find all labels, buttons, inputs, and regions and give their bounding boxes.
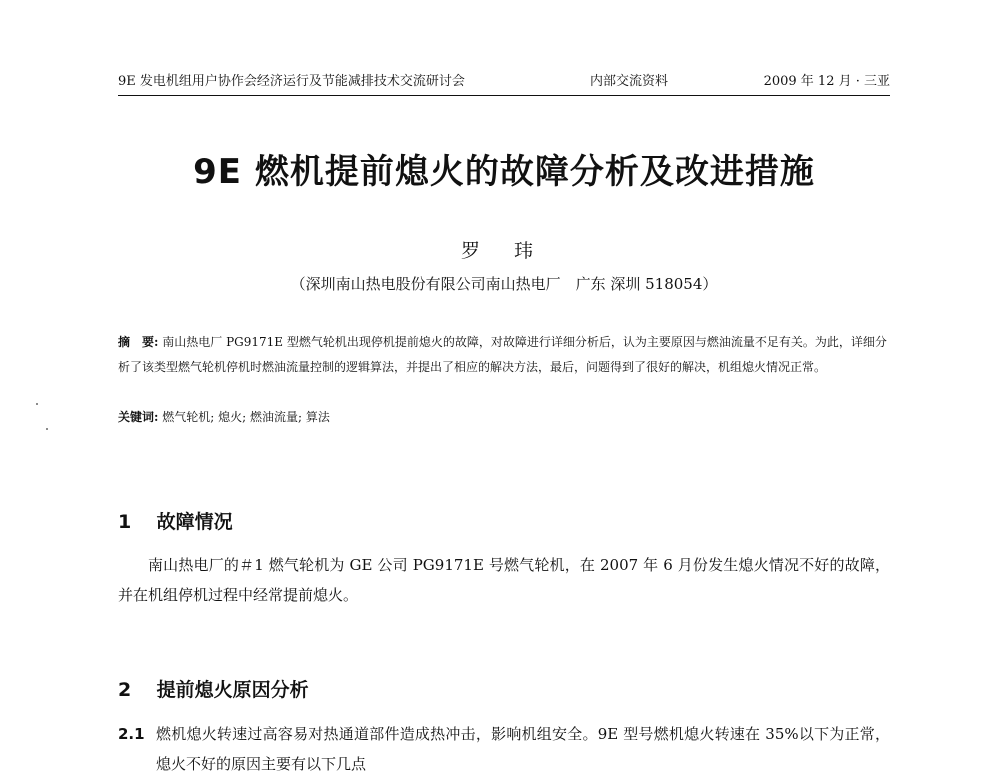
- section-number: 1: [118, 511, 132, 533]
- subsection-2-1: [118, 719, 890, 779]
- section-1-paragraph: 南山热电厂的＃1 燃气轮机为 GE 公司 PG9171E 号燃气轮机，在 2007 年 6 月份发生熄火情况不好的故障，并在机组停机过程中经常提前熄火。: [118, 556, 890, 604]
- keywords: [118, 407, 890, 427]
- author-name: 罗 玮: [460, 240, 548, 262]
- subsection-number: 2.1: [118, 725, 145, 743]
- header-date-location: 2009 年 12 月 · 三亚: [763, 74, 890, 89]
- keywords-label: 关键词:: [118, 410, 159, 424]
- keywords-text: 燃气轮机; 熄火; 燃油流量; 算法: [162, 410, 330, 424]
- running-header: [118, 71, 890, 93]
- header-rule: [118, 95, 890, 96]
- section-number: 2: [118, 679, 132, 701]
- header-conference-name: 9E 发电机组用户协作会经济运行及节能减排技术交流研讨会: [118, 74, 465, 89]
- abstract: [118, 330, 890, 380]
- section-heading-2: [118, 675, 890, 702]
- author-affiliation: （深圳南山热电股份有限公司南山热电厂 广东 深圳 518054）: [290, 275, 718, 293]
- paper-title: 9E 燃机提前熄火的故障分析及改进措施: [193, 152, 815, 192]
- scan-artifact: [36, 403, 38, 405]
- section-heading-1: [118, 507, 890, 534]
- header-internal-material: 内部交流资料: [590, 74, 669, 89]
- section-title: 提前熄火原因分析: [156, 679, 309, 701]
- subsection-text: 燃机熄火转速过高容易对热通道部件造成热冲击，影响机组安全。9E 型号燃机熄火转速在 35%以下为正常，熄火不好的原因主要有以下几点: [156, 725, 890, 773]
- section-title: 故障情况: [156, 511, 233, 533]
- abstract-text: 南山热电厂 PG9171E 型燃气轮机出现停机提前熄火的故障，对故障进行详细分析后，认为主要原因与燃油流量不足有关。为此，详细分析了该类型燃气轮机停机时燃油流量控制的逻辑算法，并提出了相应的解决方法，最后，问题得到了很好的解决，机组熄火情况正常。: [118, 335, 887, 374]
- abstract-label: 摘 要:: [118, 335, 159, 349]
- scan-artifact: [46, 428, 48, 430]
